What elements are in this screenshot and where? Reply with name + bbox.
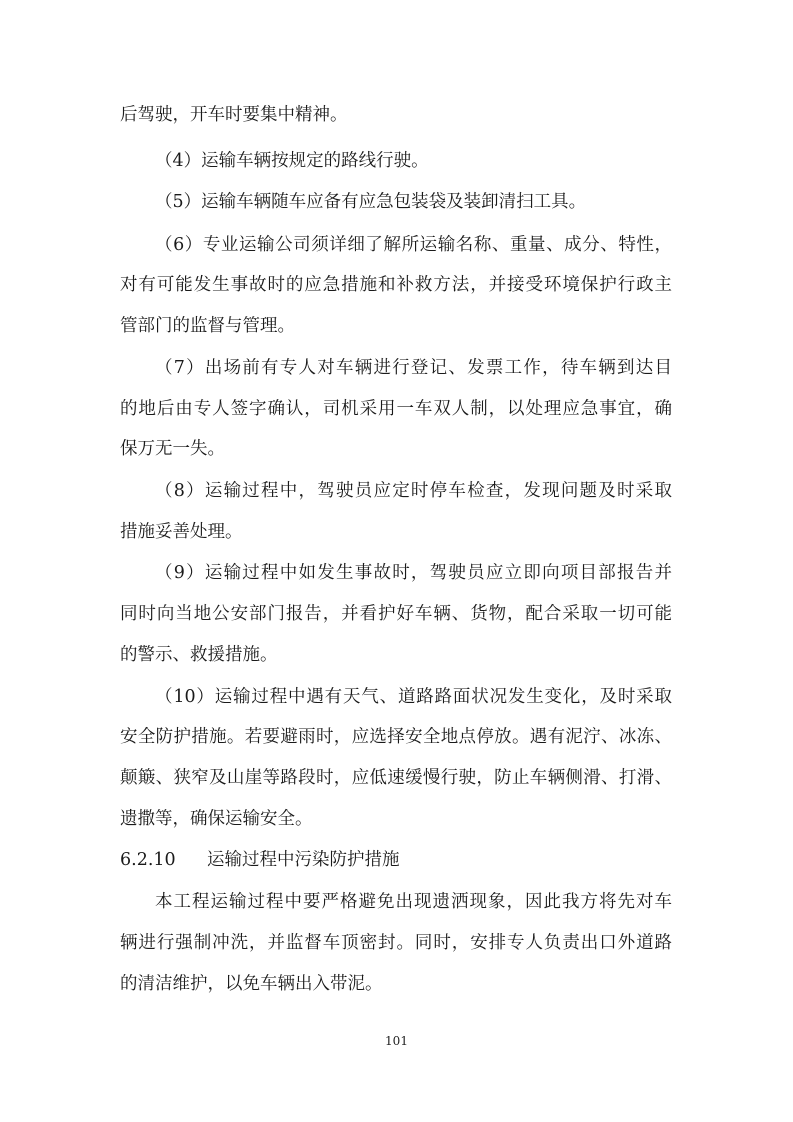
paragraph-line: 安全防护措施。若要避雨时，应选择安全地点停放。遇有泥泞、冰冻、 xyxy=(120,727,672,747)
paragraph-line: （5）运输车辆随车应备有应急包装袋及装卸清扫工具。 xyxy=(155,192,587,212)
paragraph-line: （9）运输过程中如发生事故时，驾驶员应立即向项目部报告并 xyxy=(155,563,672,583)
paragraph-line: 遗撒等，确保运输安全。 xyxy=(120,809,313,829)
paragraph-line: 颠簸、狭窄及山崖等路段时，应低速缓慢行驶，防止车辆侧滑、打滑、 xyxy=(120,768,672,788)
paragraph-line: （10）运输过程中遇有天气、道路路面状况发生变化，及时采取 xyxy=(155,687,672,707)
paragraph-line: 对有可能发生事故时的应急措施和补救方法，并接受环境保护行政主 xyxy=(120,275,672,295)
paragraph-line: 后驾驶，开车时要集中精神。 xyxy=(120,105,348,125)
paragraph-line: 保万无一失。 xyxy=(120,439,225,459)
paragraph-line: （8）运输过程中，驾驶员应定时停车检查，发现问题及时采取 xyxy=(155,481,672,501)
paragraph-line: （4）运输车辆按规定的路线行驶。 xyxy=(155,151,429,171)
paragraph-line: 同时向当地公安部门报告，并看护好车辆、货物，配合采取一切可能 xyxy=(120,604,672,624)
paragraph-line: 的地后由专人签字确认，司机采用一车双人制，以处理应急事宜，确 xyxy=(120,399,672,419)
paragraph-line: 措施妥善处理。 xyxy=(120,522,243,542)
section-number: 6.2.10 xyxy=(120,850,176,870)
paragraph-line: （7）出场前有专人对车辆进行登记、发票工作，待车辆到达目 xyxy=(155,358,672,378)
paragraph-line: 管部门的监督与管理。 xyxy=(120,316,295,336)
paragraph-line: 辆进行强制冲洗，并监督车顶密封。同时，安排专人负责出口外道路 xyxy=(120,933,672,953)
paragraph-line: 的清洁维护，以免车辆出入带泥。 xyxy=(120,974,383,994)
section-title: 运输过程中污染防护措施 xyxy=(207,850,400,870)
paragraph-line: 的警示、救援措施。 xyxy=(120,645,278,665)
page-number: 101 xyxy=(385,1034,408,1048)
paragraph-line: （6）专业运输公司须详细了解所运输名称、重量、成分、特性， xyxy=(155,235,672,255)
paragraph-line: 本工程运输过程中要严格避免出现遗洒现象，因此我方将先对车 xyxy=(155,892,672,912)
